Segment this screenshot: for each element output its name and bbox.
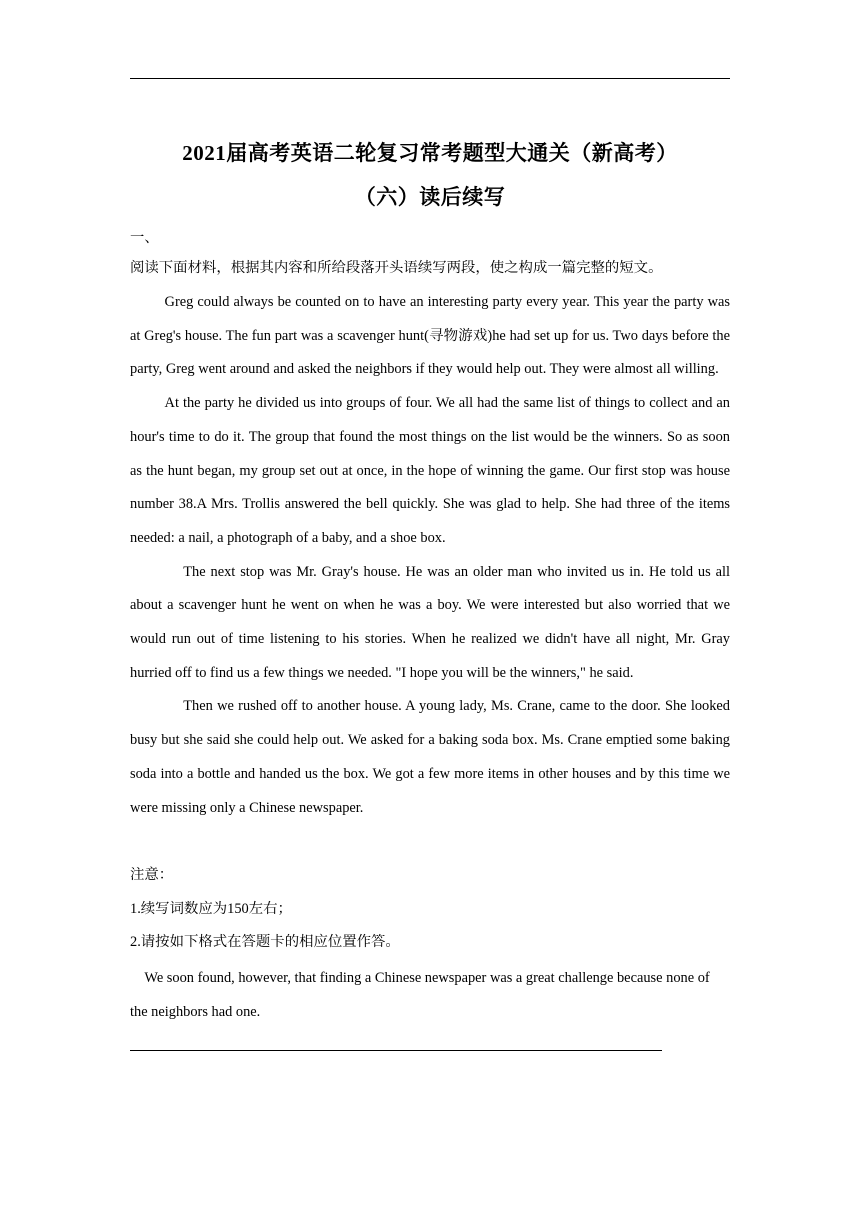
note-format: 2.请按如下格式在答题卡的相应位置作答。 — [130, 934, 400, 951]
answer-line — [130, 1050, 662, 1051]
notes-section — [130, 859, 730, 960]
page-title: 2021届高考英语二轮复习常考题型大通关（新高考） — [182, 141, 678, 165]
passage-paragraph-2: At the party he divided us into groups of four. We all had the same list of things to collect and an hour's time to do it. The group that found the most things on the list would be the winners. So as soon as the hunt began, my group set out at once, in the hope of winning the game. Our first stop was house number 38.A Mrs. Trollis answered the bell quickly. She was glad to help. She had three of the items needed: a nail, a photograph of a baby, and a shoe box. — [130, 395, 730, 546]
section-number: 一、 — [130, 230, 159, 246]
page-subtitle: （六）读后续写 — [354, 185, 506, 209]
header-rule — [130, 78, 730, 79]
task-instruction: 阅读下面材料，根据其内容和所给段落开头语续写两段，使之构成一篇完整的短文。 — [130, 260, 663, 276]
passage-paragraph-4: Then we rushed off to another house. A young lady, Ms. Crane, came to the door. She looked busy but she said she could help out. We asked for a baking soda box. Ms. Crane emptied some baking soda into a bottle and handed us the box. We got a few more items in other houses and by this time we were missing only a Chinese newspaper. — [130, 698, 730, 816]
notes-heading: 注意： — [130, 867, 174, 883]
continuation-opening — [130, 962, 730, 1029]
passage-paragraph-3: The next stop was Mr. Gray's house. He was an older man who invited us in. He told us all about a scavenger hunt he went on when he was a boy. We were interested but also worried that we would run out of time listening to his stories. When he realized we didn't have all night, Mr. Gray hurried off to find us a few things we needed. "I hope you will be the winners," he said. — [130, 563, 730, 681]
continuation-opening-text: We soon found, however, that finding a Chinese newspaper was a great challenge because none of the neighbors had one. — [130, 970, 710, 1020]
passage-paragraph-1: Greg could always be counted on to have an interesting party every year. This year the party was at Greg's house. The fun part was a scavenger hunt(寻物游戏)he had set up for us. Two days before the party, Greg went around and asked the neighbors if they would help out. They were almost all willing. — [130, 294, 730, 378]
note-word-count: 1.续写词数应为150左右； — [130, 900, 292, 917]
reading-passage — [130, 286, 730, 825]
